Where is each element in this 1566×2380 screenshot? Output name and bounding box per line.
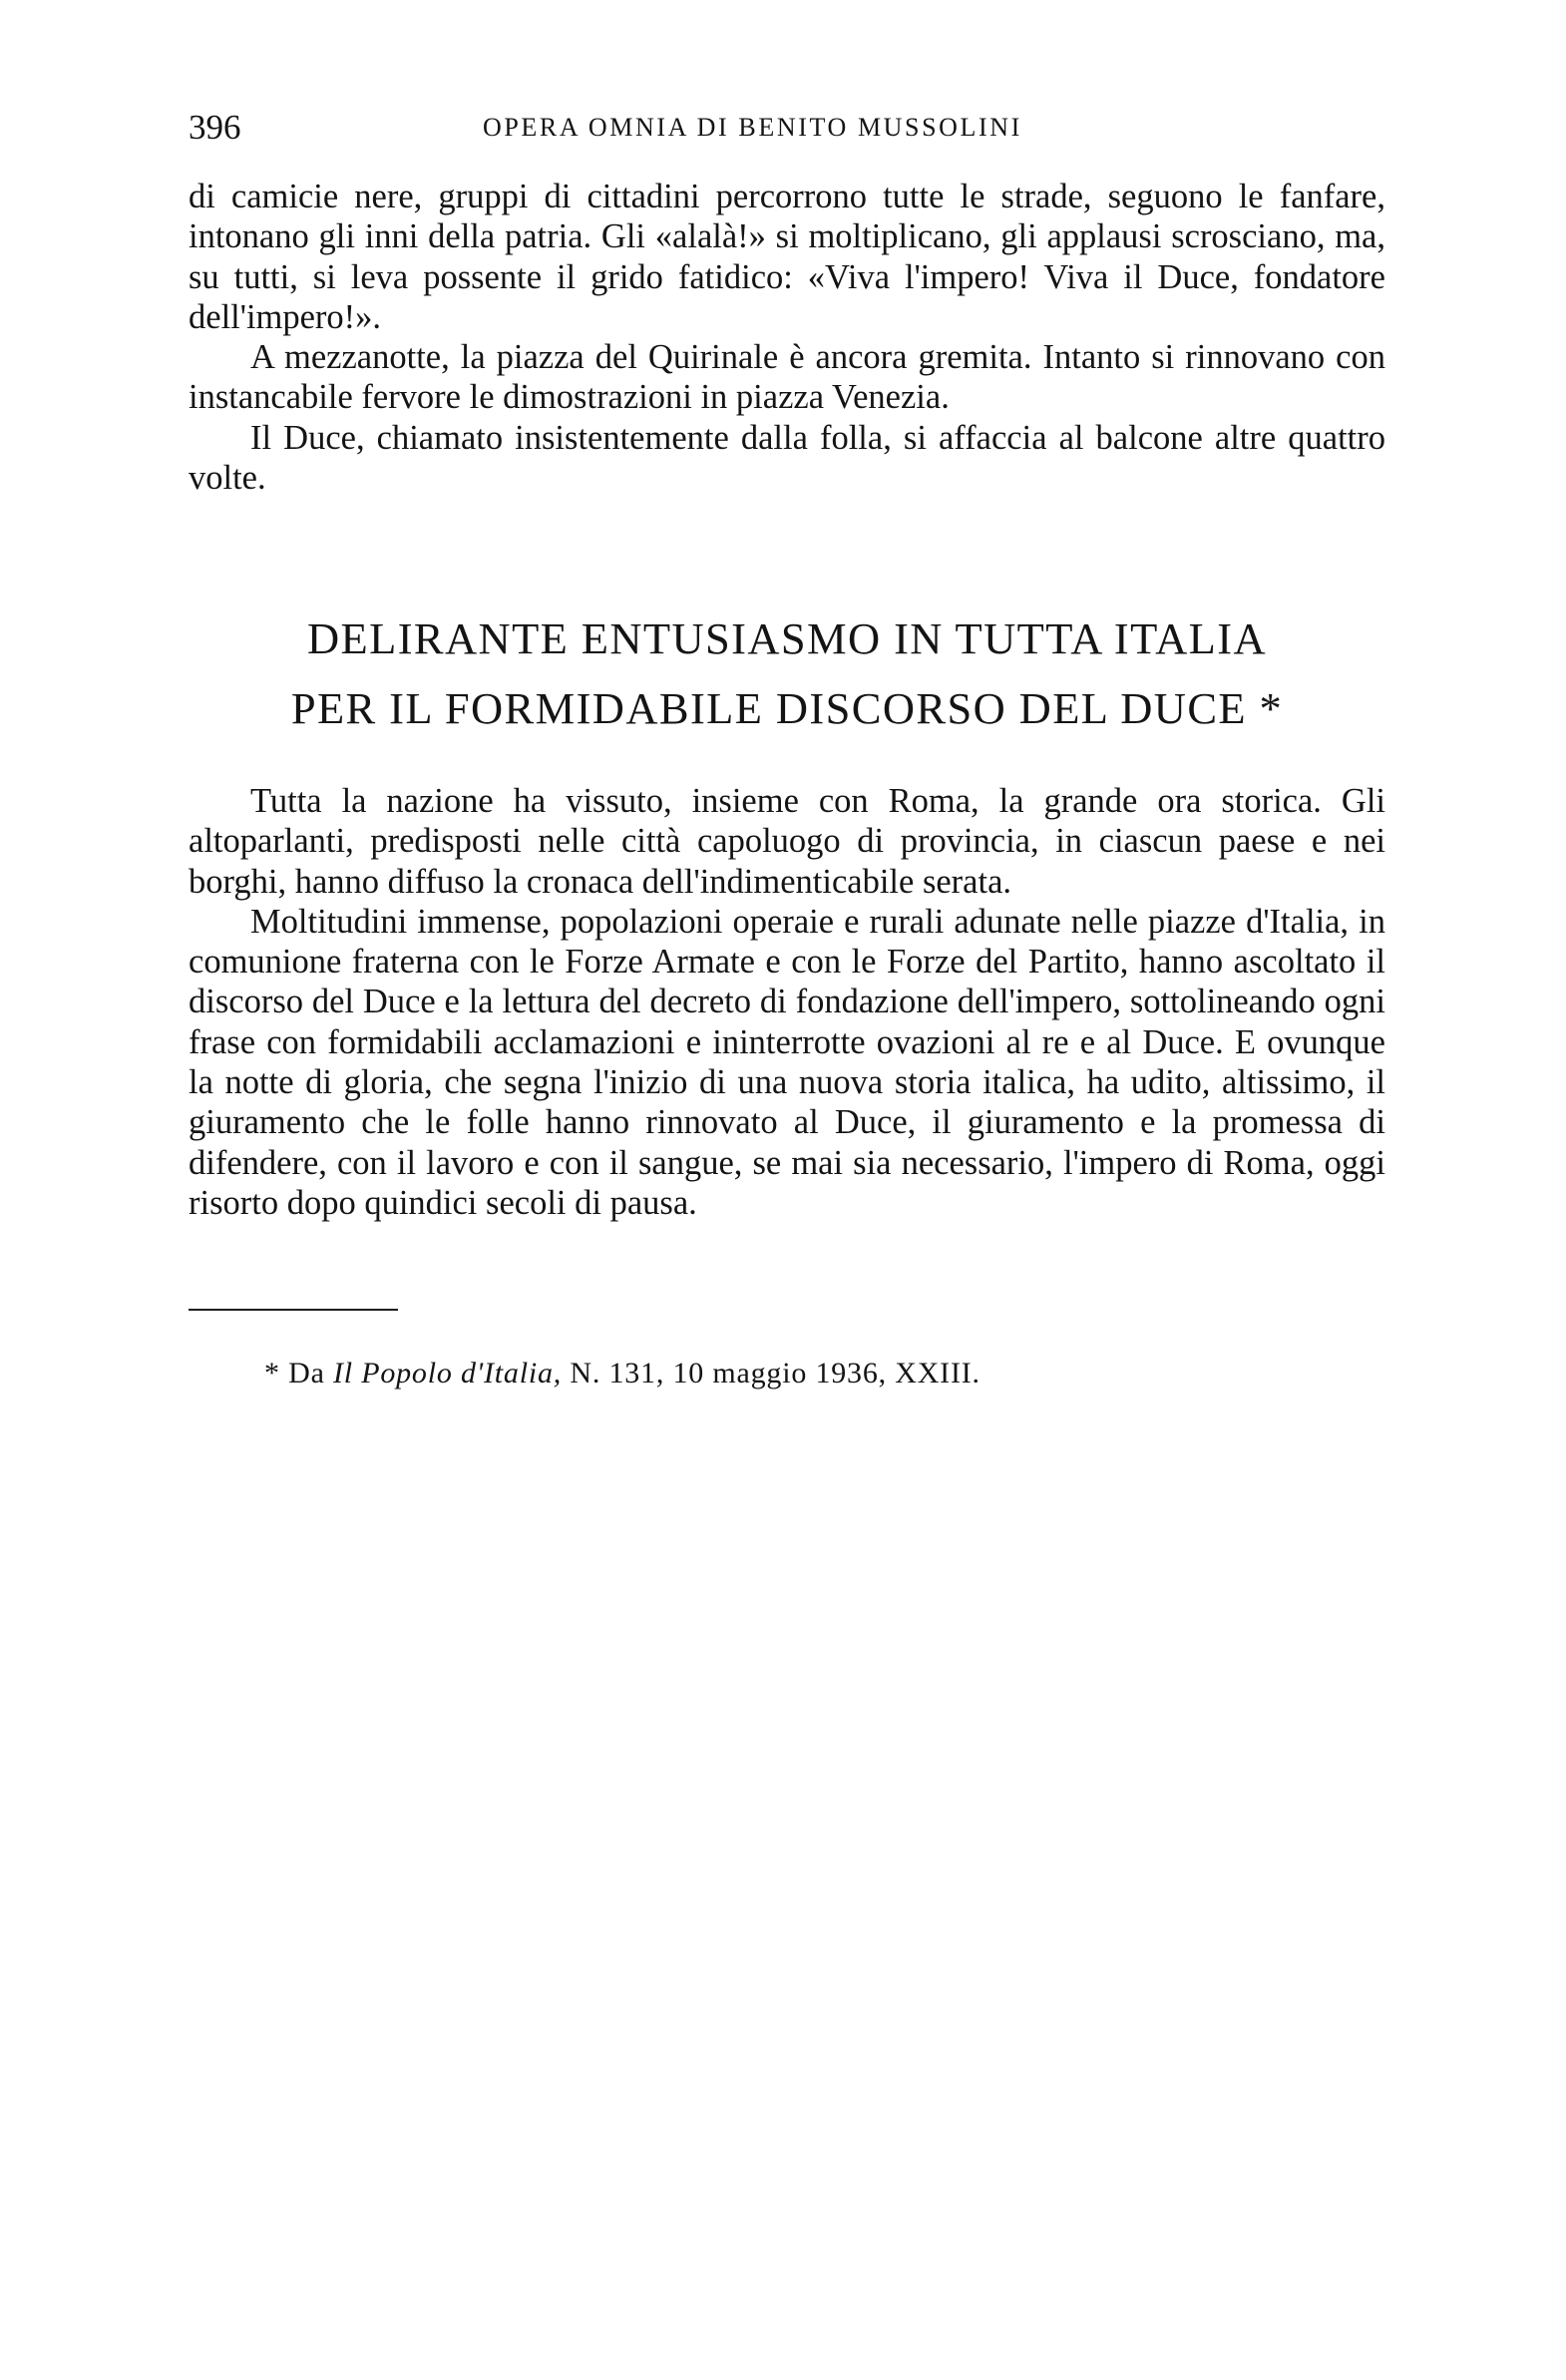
footnote-divider bbox=[189, 1309, 398, 1311]
running-header bbox=[189, 106, 1385, 150]
paragraph: Tutta la nazione ha vissuto, insieme con Roma, la grande ora storica. Gli altoparlanti, predisposti nelle città capoluogo di provincia, in ciascun paese e nei borghi, hanno diffuso la cronaca dell'indimenticabile serata. bbox=[189, 782, 1385, 901]
footnote-prefix: * Da bbox=[264, 1357, 333, 1389]
heading-line: DELIRANTE ENTUSIASMO IN TUTTA ITALIA bbox=[307, 613, 1267, 663]
article-heading bbox=[189, 603, 1385, 743]
continued-text bbox=[189, 177, 1385, 498]
paragraph: Il Duce, chiamato insistentemente dalla folla, si affaccia al balcone altre quattro volte. bbox=[189, 418, 1385, 498]
document-page bbox=[189, 0, 1385, 2380]
footnote-source: Il Popolo d'Italia, bbox=[332, 1357, 563, 1389]
running-title: OPERA OMNIA DI BENITO MUSSOLINI bbox=[483, 113, 1022, 142]
paragraph: Moltitudini immense, popolazioni operaie e rurali adunate nelle piazze d'Italia, in comunione fraterna con le Forze Armate e con le Forze del Partito, hanno ascoltato il discorso del Duce e la lettura del decreto di fondazione dell'impero, sottolineando ogni frase con formidabili acclamazioni e ininterrotte ovazioni al re e al Duce. E ovunque la notte di gloria, che segna l'inizio di una nuova storia italica, ha udito, altissimo, il giuramento che le folle hanno rinnovato al Duce, il giuramento e la promessa di difendere, con il lavoro e con il sangue, se mai sia necessario, l'impero di Roma, oggi risorto dopo quindici secoli di pausa. bbox=[189, 902, 1385, 1222]
heading-line: PER IL FORMIDABILE DISCORSO DEL DUCE * bbox=[290, 683, 1284, 733]
page-number: 396 bbox=[189, 108, 241, 147]
footnote bbox=[264, 1354, 980, 1393]
paragraph: di camicie nere, gruppi di cittadini percorrono tutte le strade, seguono le fanfare, intonano gli inni della patria. Gli «alalà!» si moltiplicano, gli applausi scrosciano, ma, su tutti, si leva possente il grido fatidico: «Viva l'impero! Viva il Duce, fondatore dell'impero!». bbox=[189, 178, 1385, 336]
footnote-suffix: N. 131, 10 maggio 1936, XXIII. bbox=[562, 1357, 980, 1389]
paragraph: A mezzanotte, la piazza del Quirinale è ancora gremita. Intanto si rinnovano con instancabile fervore le dimostrazioni in piazza Venezia. bbox=[189, 338, 1385, 417]
article-body bbox=[189, 781, 1385, 1223]
